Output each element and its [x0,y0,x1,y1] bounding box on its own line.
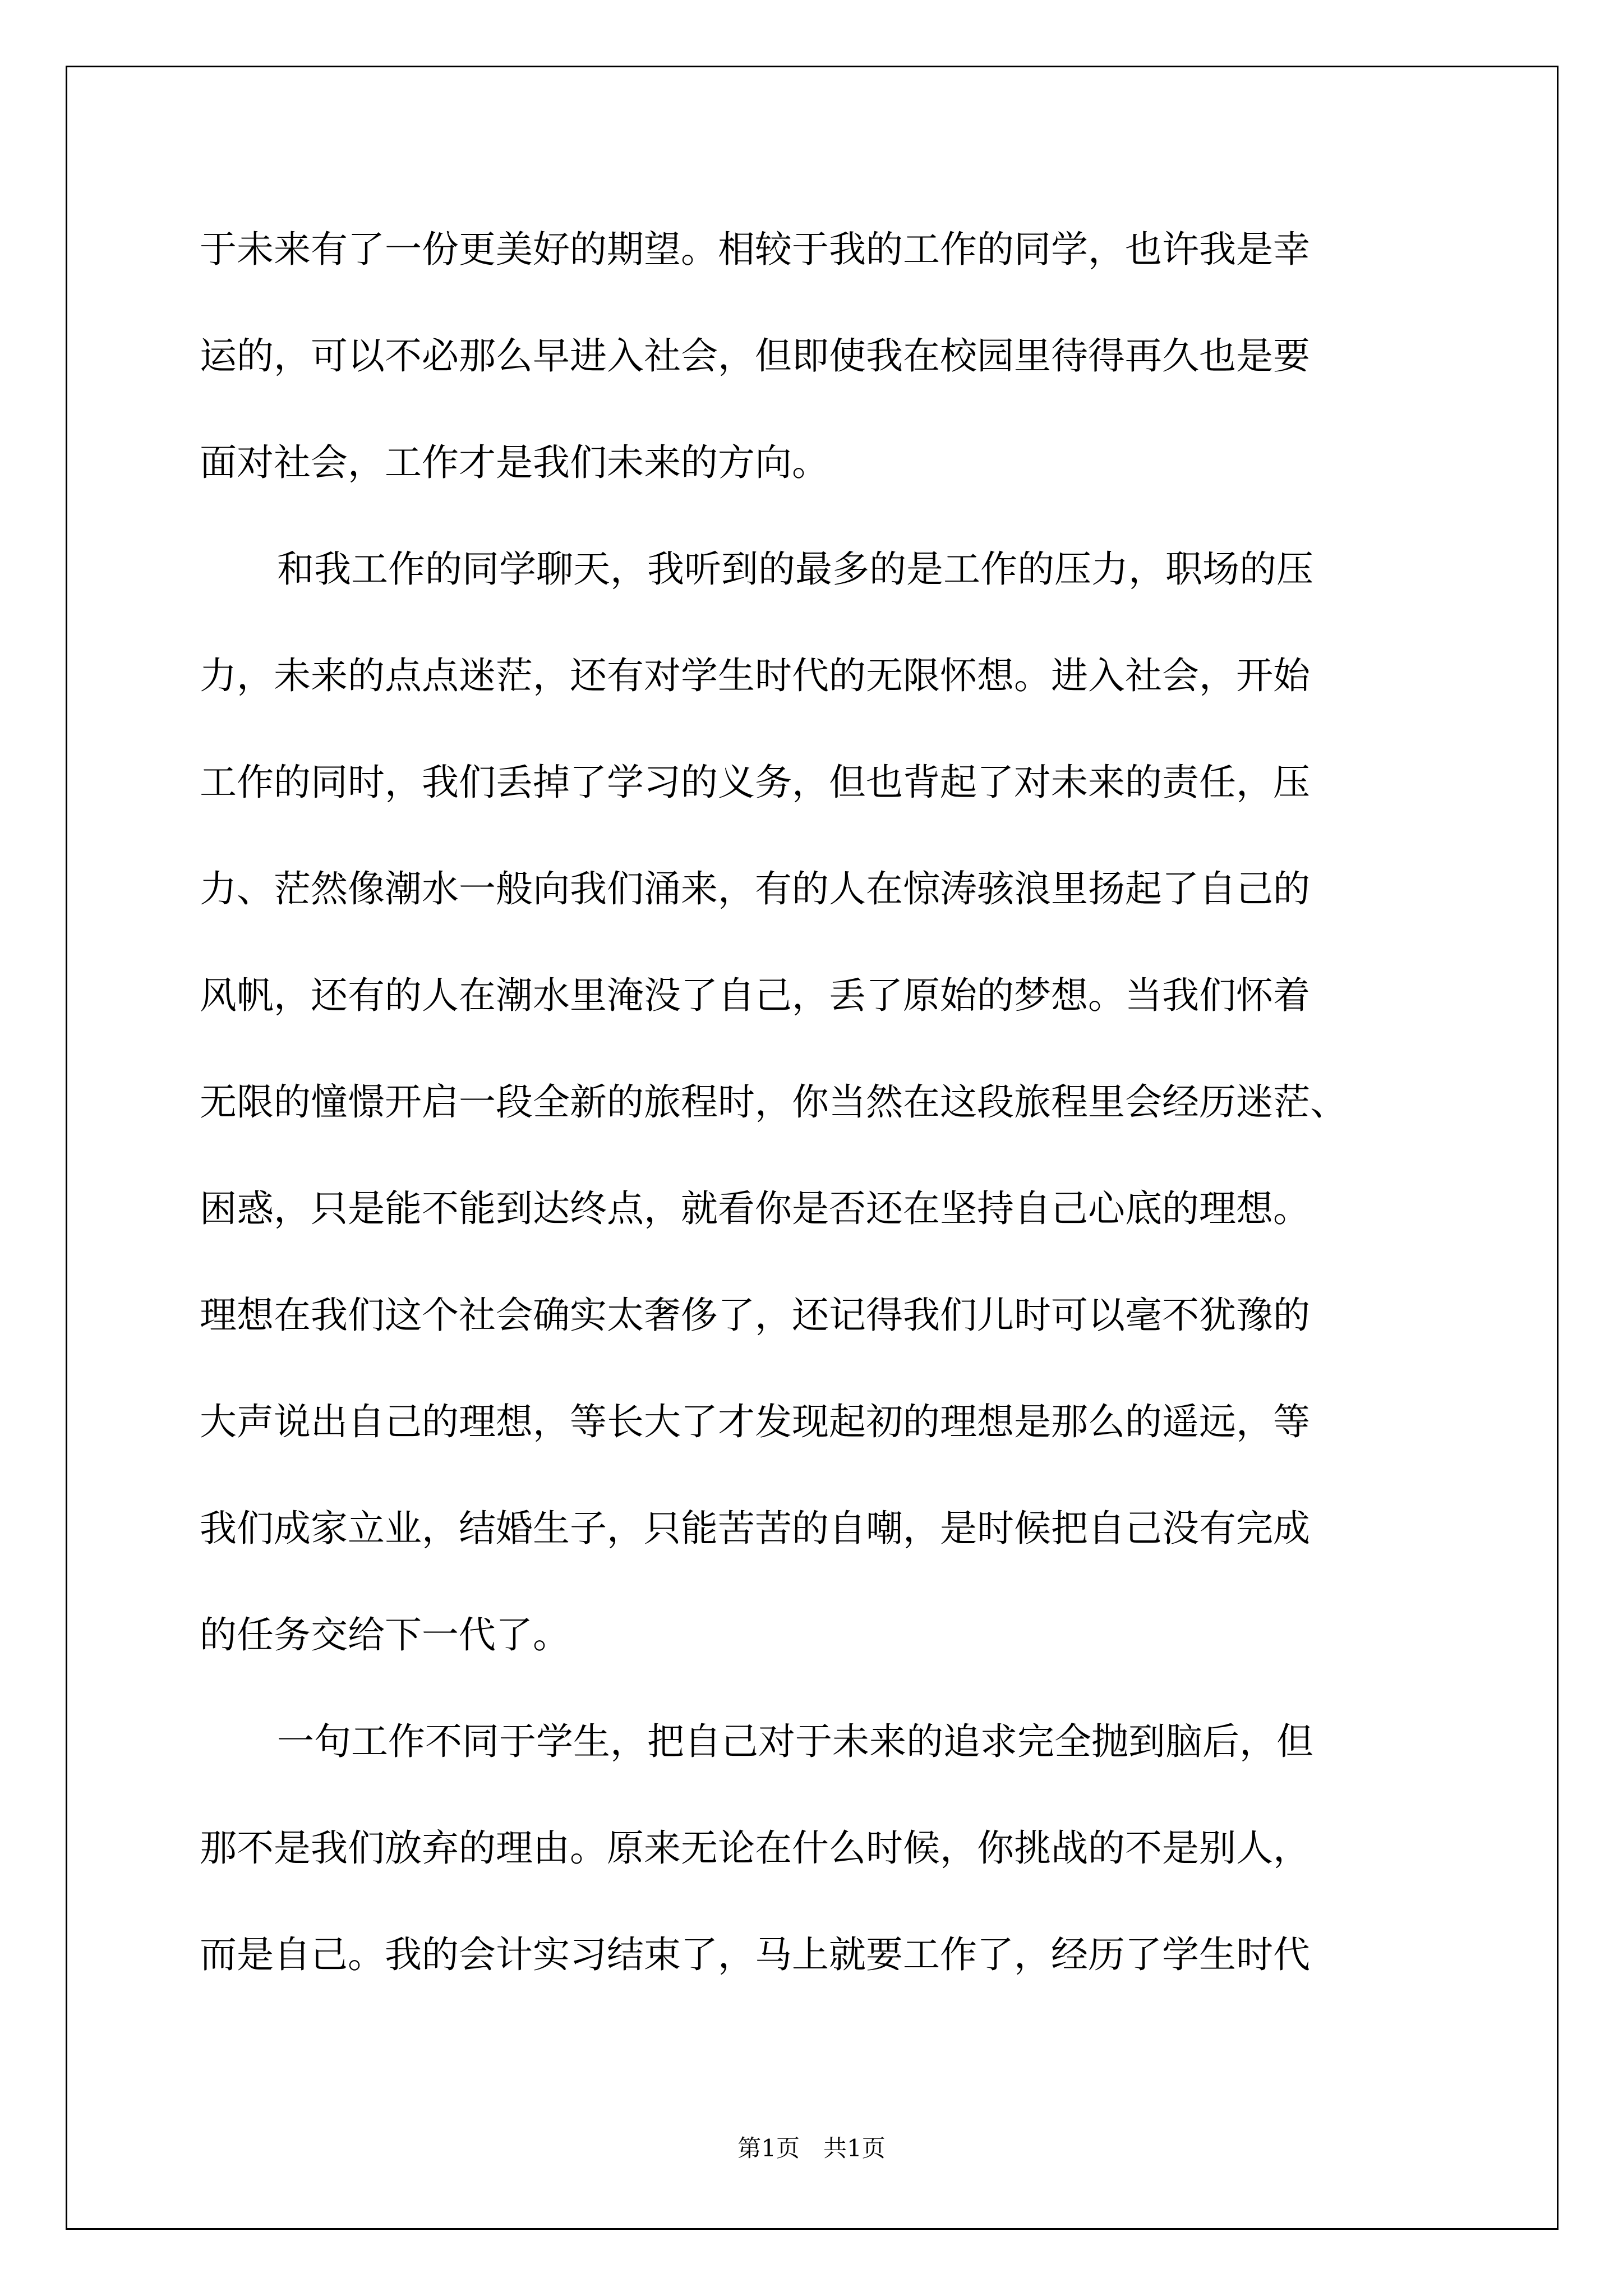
text-line: 工作的同时，我们丢掉了学习的义务，但也背起了对未来的责任，压 [200,761,1310,804]
text-line: 于未来有了一份更美好的期望。相较于我的工作的同学，也许我是幸 [200,228,1310,271]
text-line: 无限的憧憬开启一段全新的旅程时，你当然在这段旅程里会经历迷茫、 [200,1080,1347,1124]
text-line: 而是自己。我的会计实习结束了，马上就要工作了，经历了学生时代 [200,1933,1310,1976]
text-line: 我们成家立业，结婚生子，只能苦苦的自嘲，是时候把自己没有完成 [200,1507,1310,1550]
page-number-footer: 第1页 共1页 [737,2134,886,2162]
text-line: 那不是我们放弃的理由。原来无论在什么时候，你挑战的不是别人， [200,1826,1310,1870]
paragraph-start-line: 一句工作不同于学生，把自己对于未来的追求完全抛到脑后，但 [277,1720,1313,1763]
text-line: 的任务交给下一代了。 [200,1613,570,1657]
text-line: 力，未来的点点迷茫，还有对学生时代的无限怀想。进入社会，开始 [200,654,1310,697]
text-line: 面对社会，工作才是我们未来的方向。 [200,441,829,484]
text-line: 风帆，还有的人在潮水里淹没了自己，丢了原始的梦想。当我们怀着 [200,974,1310,1017]
paragraph-start-line: 和我工作的同学聊天，我听到的最多的是工作的压力，职场的压 [277,547,1313,591]
text-line: 大声说出自己的理想，等长大了才发现起初的理想是那么的遥远，等 [200,1400,1310,1443]
text-line: 力、茫然像潮水一般向我们涌来，有的人在惊涛骇浪里扬起了自己的 [200,867,1310,910]
text-line: 运的，可以不必那么早进入社会，但即使我在校园里待得再久也是要 [200,334,1310,378]
text-line: 理想在我们这个社会确实太奢侈了，还记得我们儿时可以毫不犹豫的 [200,1294,1310,1337]
text-line: 困惑，只是能不能到达终点，就看你是否还在坚持自己心底的理想。 [200,1187,1310,1230]
page-border [66,66,1559,2230]
